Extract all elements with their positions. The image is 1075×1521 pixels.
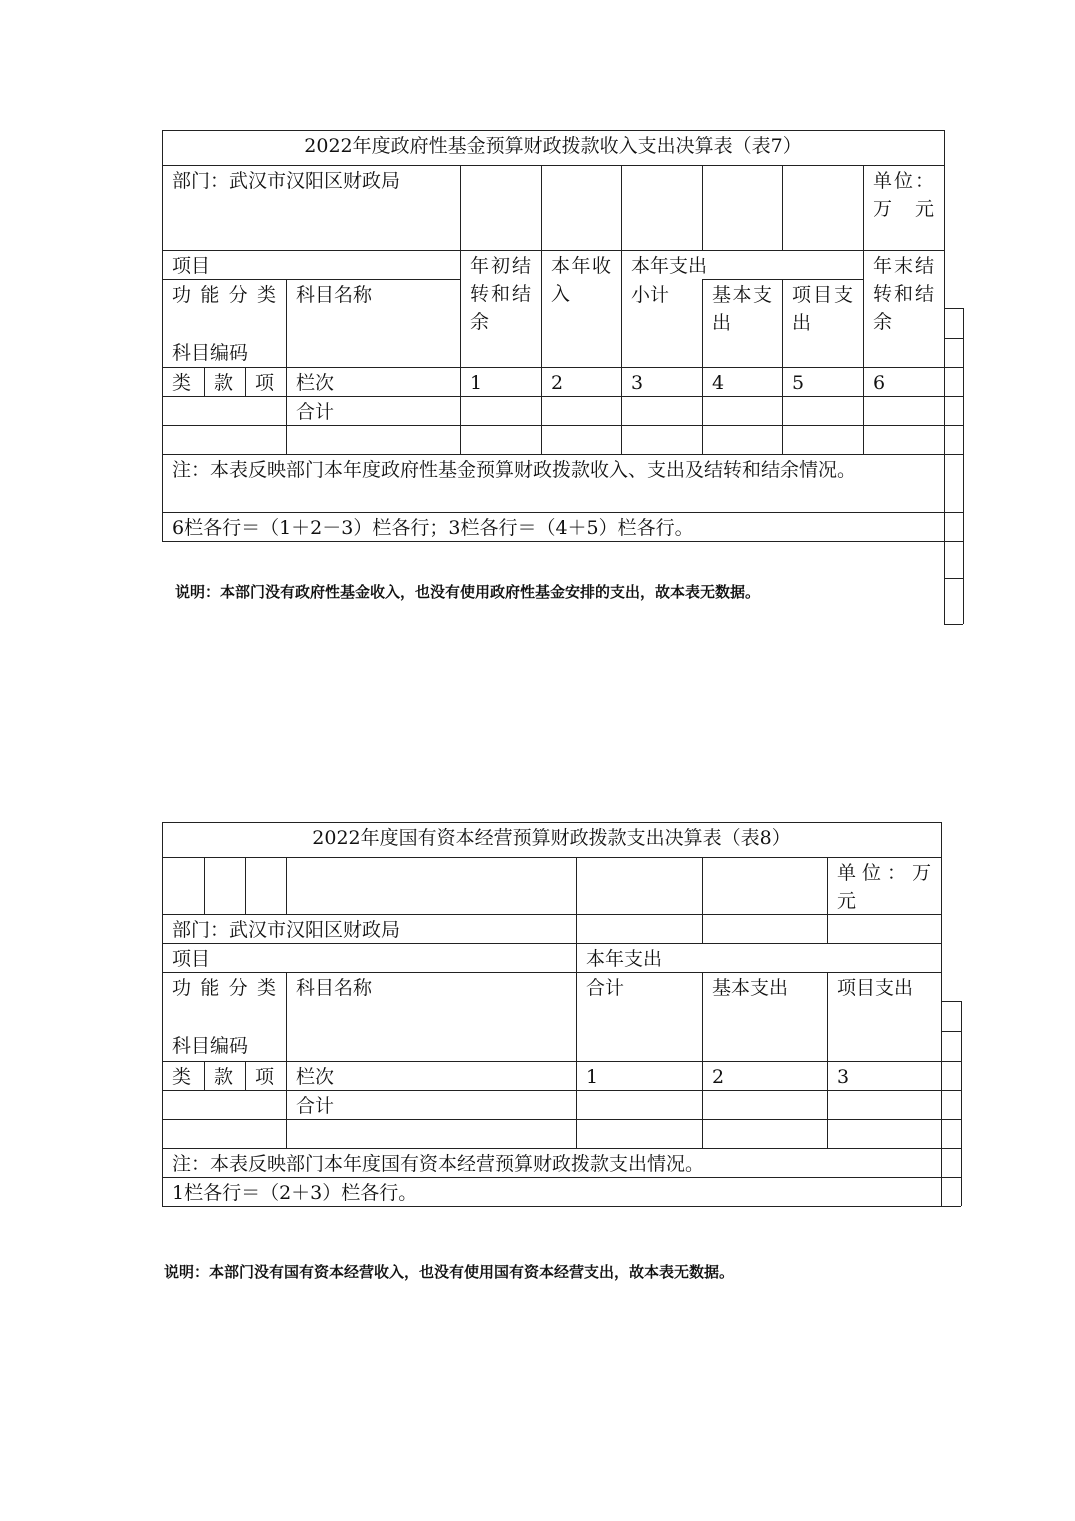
table-7-col-num-5: 5 — [792, 372, 805, 394]
table-7-department: 部门：武汉市汉阳区财政局 — [172, 170, 401, 192]
table-7-func-class: 功能分类 — [172, 284, 276, 306]
table-8-explanation: 说明：本部门没有国有资本经营收入，也没有使用国有资本经营支出，故本表无数据。 — [164, 1263, 735, 1281]
table-7-col-expense: 本年支出 — [631, 255, 708, 277]
table-7-lanci: 栏次 — [296, 372, 335, 394]
table-8-subject-name: 科目名称 — [296, 977, 373, 999]
table-8-col-project: 项目支出 — [837, 977, 914, 999]
table-7-total: 合计 — [296, 401, 335, 423]
table-8-note-2: 1栏各行＝（2＋3）栏各行。 — [172, 1182, 418, 1204]
table-8-lei: 类 — [172, 1066, 192, 1088]
table-8-func-class: 功能分类 — [172, 977, 276, 999]
table-7-xiang: 项 — [255, 372, 275, 394]
table-7-code-label: 科目编码 — [172, 342, 249, 364]
table-8-title: 2022年度国有资本经营预算财政拨款支出决算表（表8） — [312, 827, 791, 849]
table-7-note-1: 注：本表反映部门本年度政府性基金预算财政拨款收入、支出及结转和结余情况。 — [172, 459, 857, 481]
table-7-col-num-1: 1 — [470, 372, 483, 394]
table-7-col-num-6: 6 — [873, 372, 886, 394]
table-7-col-num-2: 2 — [551, 372, 564, 394]
table-7-project-header: 项目 — [172, 255, 211, 277]
table-8-col-basic: 基本支出 — [712, 977, 789, 999]
table-7-col-num-4: 4 — [712, 372, 725, 394]
table-7-col-basic: 基本支出 — [712, 284, 772, 334]
table-7-kuan: 款 — [214, 372, 234, 394]
table-7-col-project: 项目支出 — [792, 284, 853, 334]
table-7-unit: 单位：万元 — [873, 170, 934, 220]
table-7-col-closing: 年末结转和结余 — [873, 255, 934, 333]
table-8-total: 合计 — [296, 1095, 335, 1117]
table-7-subject-name: 科目名称 — [296, 284, 373, 306]
table-7-title: 2022年度政府性基金预算财政拨款收入支出决算表（表7） — [304, 135, 802, 157]
table-8-project-header: 项目 — [172, 948, 211, 970]
table-8-note-1: 注：本表反映部门本年度国有资本经营预算财政拨款支出情况。 — [172, 1153, 705, 1175]
table-7-note-2: 6栏各行＝（1＋2－3）栏各行；3栏各行＝（4＋5）栏各行。 — [172, 517, 694, 539]
table-8-lanci: 栏次 — [296, 1066, 335, 1088]
table-8-department: 部门：武汉市汉阳区财政局 — [172, 919, 401, 941]
table-8-kuan: 款 — [214, 1066, 234, 1088]
table-8-col-total: 合计 — [586, 977, 625, 999]
table-7-col-opening: 年初结转和结余 — [470, 255, 531, 333]
table-7-col-subtotal: 小计 — [631, 284, 670, 306]
table-8-code-label: 科目编码 — [172, 1035, 249, 1057]
table-7-explanation: 说明：本部门没有政府性基金收入，也没有使用政府性基金安排的支出，故本表无数据。 — [175, 583, 761, 601]
table-8-xiang: 项 — [255, 1066, 275, 1088]
table-8-col-num-3: 3 — [837, 1066, 850, 1088]
table-7-lei: 类 — [172, 372, 192, 394]
table-8-col-num-1: 1 — [586, 1066, 599, 1088]
table-7-col-income: 本年收入 — [551, 255, 611, 305]
table-8-col-num-2: 2 — [712, 1066, 725, 1088]
table-7-col-num-3: 3 — [631, 372, 644, 394]
table-8-col-expense: 本年支出 — [586, 948, 663, 970]
table-8-unit: 单位：万元 — [837, 862, 931, 912]
